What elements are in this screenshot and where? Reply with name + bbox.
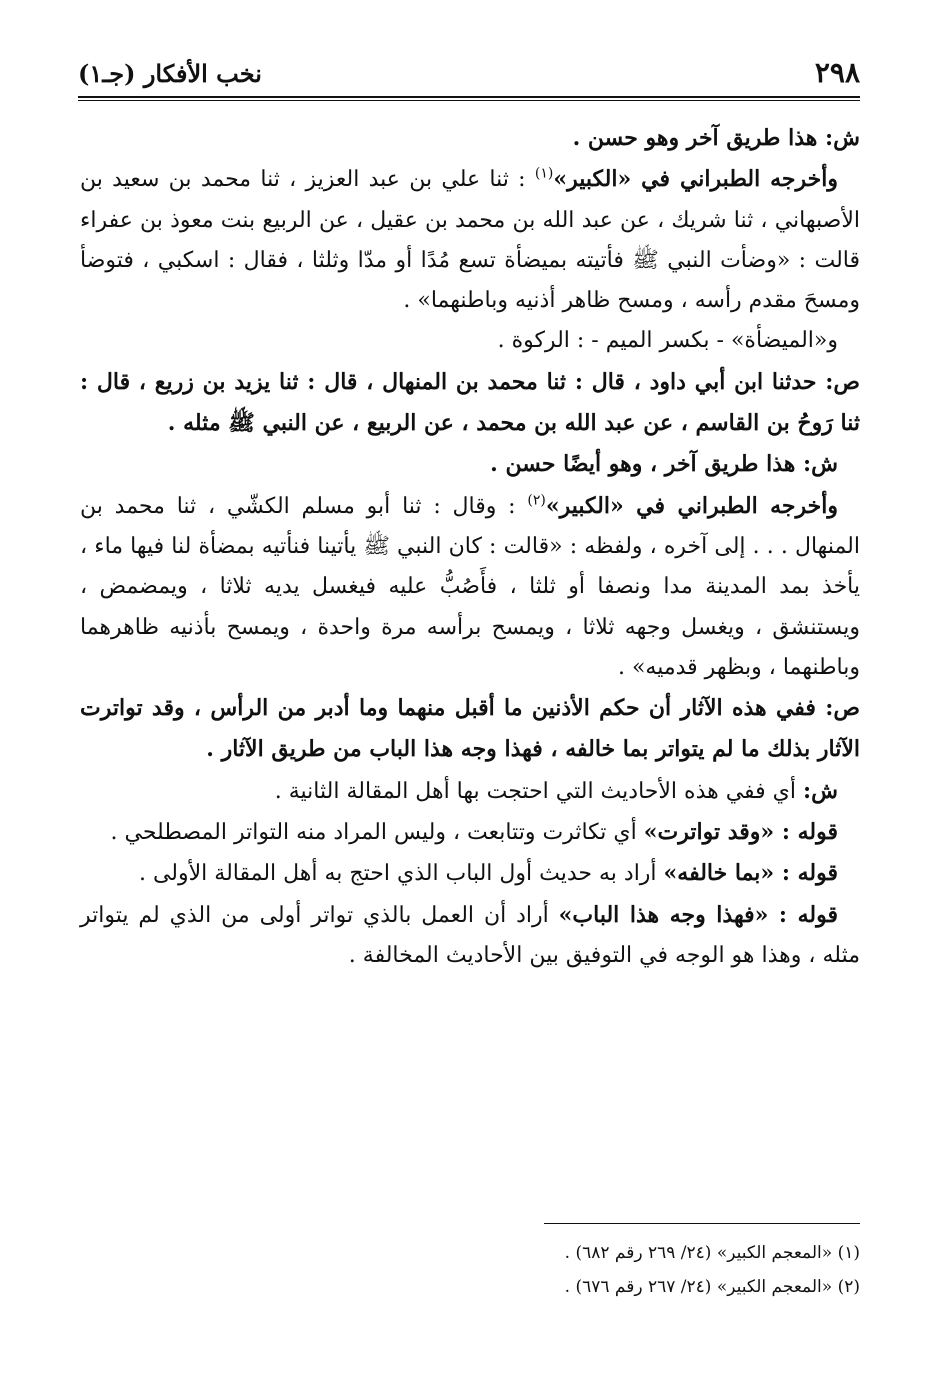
header-rule-thin	[78, 100, 860, 101]
paragraph-text: و«الميضأة» - بكسر الميم - : الركوة .	[497, 328, 838, 354]
footnote-ref-2[interactable]: (٢)	[527, 492, 546, 509]
paragraph-qawluhu-1	[80, 812, 860, 853]
page-number: ٢٩٨	[814, 56, 860, 89]
footnote-separator	[544, 1223, 860, 1224]
paragraph-text: أي ففي هذه الأحاديث التي احتجت بها أهل المقالة الثانية .	[274, 778, 804, 804]
footnotes	[84, 1236, 860, 1304]
paragraph-qawluhu-3	[80, 895, 860, 977]
paragraph-sharh-1	[80, 118, 860, 159]
paragraph-lead: وأخرجه الطبراني في «الكبير»	[553, 166, 838, 193]
paragraph-lead: ش: هذا طريق آخر وهو حسن .	[572, 125, 860, 151]
footnote-ref-1[interactable]: (١)	[534, 165, 554, 182]
book-title: نخب الأفكار (جـ١)	[78, 59, 262, 88]
main-text	[80, 118, 860, 976]
paragraph-sharh-2	[80, 444, 860, 485]
paragraph-lead: قوله : «فهذا وجه هذا الباب»	[558, 901, 838, 928]
paragraph-sharh-3	[80, 771, 860, 812]
header-rule	[78, 96, 860, 98]
paragraph-text: أراد به حديث أول الباب الذي احتج به أهل المقالة الأولى .	[138, 861, 664, 887]
paragraph-text: : وقال : ثنا أبو مسلم الكشّي ، ثنا محمد بن المنهال . . . إلى آخره ، ولفظه : «قالت : كان النبي ﷺ يأتينا فنأتيه بمضأة لنا فيها ماء ، يأخذ بمد المدينة مدا ونصفا أو ثلثا ، فأَصُبُّ عليه فيغسل يديه ثلاثا ، ويمضمض ، ويستنشق ، ويغسل وجهه ثلاثا ، ويمسح برأسه مرة واحدة ، ويمسح بأذنيه ظاهرهما وباطنهما ، وبظهر قدميه» .	[80, 493, 861, 680]
paragraph-lead: وأخرجه الطبراني في «الكبير»	[545, 492, 839, 519]
paragraph-matn-2	[80, 688, 860, 771]
paragraph-text: : ثنا علي بن عبد العزيز ، ثنا محمد بن سعيد بن الأصبهاني ، ثنا شريك ، عن عبد الله بن محمد بن عقيل ، عن الربيع بنت معوذ بن عفراء قالت : «وضأت النبي ﷺ فأتيته بميضأة تسع مُدًا أو مدّا وثلثا ، فقال : اسكبي ، فتوضأ ومسحَ مقدم رأسه ، ومسح ظاهر أذنيه وباطنهما» .	[80, 167, 860, 314]
footnote-1: (١) «المعجم الكبير» (٢٤/ ٢٦٩ رقم ٦٨٢) .	[564, 1243, 860, 1263]
paragraph-lead: ص: ففي هذه الآثار أن حكم الأذنين ما أقبل منهما وما أدبر من الرأس ، وقد تواترت الآثار بذلك ما لم يتواتر بما خالفه ، فهذا وجه هذا الباب من طريق الآثار .	[80, 695, 860, 763]
paragraph-takhrij-1	[80, 159, 860, 321]
paragraph-gloss	[80, 321, 860, 361]
paragraph-matn-1	[80, 362, 860, 445]
paragraph-lead: ص: حدثنا ابن أبي داود ، قال : ثنا محمد بن المنهال ، قال : ثنا يزيد بن زريع ، قال : ثنا رَوحُ بن القاسم ، عن عبد الله بن محمد ، عن الربيع ، عن النبي ﷺ مثله .	[80, 368, 860, 437]
paragraph-qawluhu-2	[80, 853, 860, 894]
paragraph-lead: قوله : «بما خالفه»	[663, 860, 838, 887]
footnote-2: (٢) «المعجم الكبير» (٢٤/ ٢٦٧ رقم ٦٧٦) .	[564, 1277, 860, 1297]
paragraph-lead: قوله : «وقد تواترت»	[643, 819, 838, 846]
paragraph-lead: ش: هذا طريق آخر ، وهو أيضًا حسن .	[490, 451, 838, 478]
paragraph-text: أي تكاثرت وتتابعت ، وليس المراد منه التواتر المصطلحي .	[110, 820, 644, 846]
running-header	[78, 56, 860, 92]
paragraph-lead: ش:	[803, 777, 838, 804]
paragraph-takhrij-2	[80, 486, 860, 688]
paragraph-text: أراد أن العمل بالذي تواتر أولى من الذي لم يتواتر مثله ، وهذا هو الوجه في التوفيق بين الأحاديث المخالفة .	[80, 902, 860, 968]
